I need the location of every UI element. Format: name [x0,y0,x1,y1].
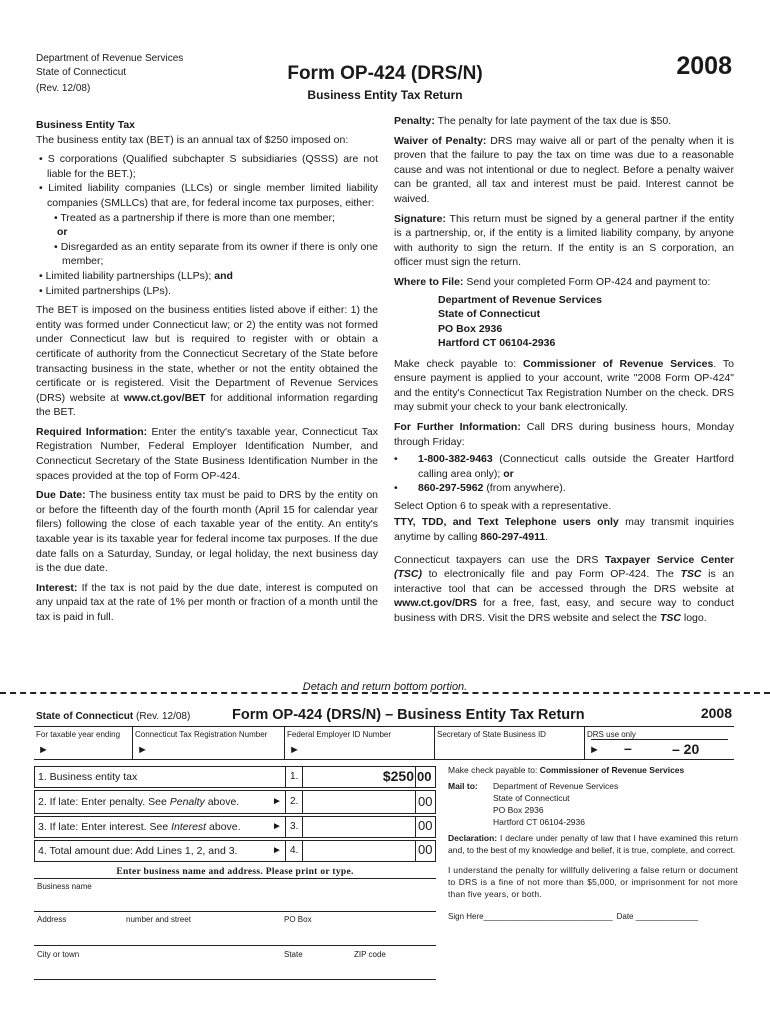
drs-use-label: DRS use only [587,730,636,739]
mail-line: PO Box 2936 [493,805,544,815]
tsc-text: for a free, fast, easy, and secure way to conduct business with DRS. Visit the DRS website and select the [394,597,734,625]
tsc-abbr: TSC [680,568,702,581]
further-info [394,420,734,449]
instructions-left [36,118,378,630]
form-year: 2008 [676,52,732,80]
list-item-and: and [214,269,233,282]
voucher-state-name: State of Connecticut [36,711,134,722]
phone-or: or [503,467,514,480]
pay-to: Make check payable to: Commissioner of Revenue Services [448,765,685,775]
interest-text: If the tax is not paid by the due date, interest is computed on any unpaid tax at the rate of 1% per month or fraction of a month until the tax is paid in full. [36,581,378,623]
line-3-cents: 00 [418,818,433,833]
revision-date: (Rev. 12/08) [36,83,91,94]
false-return-warning: I understand the penalty for willfully delivering a false return or document to DRS is a fine of not more than $5,000, or imprisonment for not more than five years, or both. [448,865,738,899]
where-text: Send your completed Form OP-424 and payment to: [466,275,711,288]
interest-heading: Interest: [36,581,78,594]
voucher-right [448,764,738,923]
list-item: • Limited liability companies (LLCs) or single member limited liability companies (SMLLCs) that are, for federal income tax purposes, either: [39,182,378,209]
agency-name: Department of Revenue Services [36,53,184,64]
zip-label: ZIP code [354,950,386,959]
mail-to: Mail to: Department of Revenue Services State of Connecticut PO Box 2936 Hartford CT 06104-2936 [448,781,619,827]
arrow-icon: ► [289,744,300,756]
line-1-label: 1. Business entity tax [38,771,138,783]
instructions-right [394,114,734,631]
tty-heading: TTY, TDD, and Text Telephone users only [394,516,619,529]
phone-list [394,452,734,496]
tsc-info [394,553,734,626]
address-line: Hartford CT 06104-2936 [438,337,556,350]
bet-text: The BET is imposed on the business entities listed above if either: 1) the entity was formed under Connecticut law; or 2) the entity was not formed under Connecticut law but is required to register with or obtain a certificate of authority from the Connecticut Secretary of the State before transacting business in the state, whether or not the entity obtained the certificate or is registered. Visit the Department of Revenue Services (DRS) website at [36,304,378,404]
address-line: PO Box 2936 [438,322,503,335]
voucher-state [36,710,190,725]
business-name-field[interactable] [34,879,436,911]
address-label: Address [37,915,67,924]
signature [394,212,734,270]
tty-info: TTY, TDD, and Text Telephone users only may transmit inquiries anytime by calling 860-297-4911. [394,516,734,544]
form-subtitle: Business Entity Tax Return [307,88,463,102]
address-field[interactable] [34,912,436,945]
line-1-number: 1. [290,771,299,782]
tty-text: may transmit inquiries anytime by calling [394,516,734,544]
waiver [394,134,734,207]
mail-line: State of Connecticut [493,793,570,803]
drs-year-suffix: – 20 [672,741,700,757]
taxable-year-label: For taxable year ending [36,730,121,739]
fein-label: Federal Employer ID Number [287,730,392,739]
line-3-label: 3. If late: Enter interest. See Interest above. [38,821,241,833]
arrow-icon: ► [137,744,148,756]
line-4-label: 4. Total amount due: Add Lines 1, 2, and 3. [38,845,238,857]
bet-text-end: for additional information regarding the BET. [36,391,379,419]
signature-line [448,911,738,923]
drs-dash: – [624,740,632,756]
line-2-amount-field[interactable] [302,790,303,814]
check-text-end: . To ensure payment is applied to your account, write "2008 Form OP-424" and the entity's Connecticut Tax Registration Number on the check. DRS may submit your check to your bank electronically. [394,357,735,414]
phone-item: • 1-800-382-9463 (Connecticut calls outside the Greater Hartford calling area only); or [394,453,734,480]
city-state-zip-field[interactable] [34,946,436,979]
city-label: City or town [37,950,80,959]
phone-number: 1-800-382-9463 [418,453,493,466]
line-4-number: 4. [290,845,299,856]
line-3-amount-field[interactable] [302,816,303,838]
list-item: • Disregarded as an entity separate from its owner if there is only one member; [54,240,378,268]
tsc-abbr: TSC [659,612,681,625]
sign-here-field[interactable]: Sign Here_____________________________ [448,912,613,921]
arrow-icon: ► [38,744,49,756]
due-text: The business entity tax must be paid to DRS by the entity on or before the fifteenth day of the fourth month (April 15 for calendar year filers) following the close of each taxable year of the entity. An entity's taxable year is its taxable year for federal income tax purposes. If the due date falls on a Saturday, Sunday, or legal holiday, the next business day is the due date. [36,489,378,575]
penalty-heading: Penalty: [394,115,435,127]
tsc-name: Taxpayer Service Center [604,553,735,566]
voucher-rev: (Rev. 12/08) [136,711,191,722]
required-text: Enter the entity's taxable year, Connecticut Tax Registration Number, Federal Employer Identification Number, and Connecticut Secretary of the State Business Identification Number in the spaces provided at the top of Form OP-424. [36,425,378,482]
entity-list [36,152,378,298]
info-heading: For Further Information: [394,420,521,433]
line-2-cents: 00 [418,794,433,809]
phone-note: (from anywhere). [486,482,566,495]
address-line: State of Connecticut [438,308,541,321]
required-heading: Required Information: [36,425,148,438]
signature-text: This return must be signed by a general partner if the entity is a partnership, or, if the entity is a limited liability company, by anyone with authority to sign the return. If the entity is an S corporation, an officer must sign the return. [394,212,734,269]
bet-url-link[interactable]: www.ct.gov/BET [123,391,206,404]
address-line: Department of Revenue Services [438,293,602,306]
where-to-file [394,275,734,290]
list-item: • Limited partnerships (LPs). [39,284,172,297]
po-box-label: PO Box [284,915,312,924]
where-heading: Where to File: [394,275,464,288]
list-item: • Treated as a partnership if there is more than one member; [54,211,335,224]
line-4-amount-field[interactable] [302,840,303,862]
arrow-icon: ► [272,845,282,856]
due-date [36,488,378,576]
penalty [394,114,734,129]
due-heading: Due Date: [36,489,86,502]
name-address-block [34,878,436,990]
tsc-text: is an interactive tool that can be accessed through the DRS website at [394,568,735,595]
mail-line: Department of Revenue Services [493,781,619,791]
bet-heading: Business Entity Tax [36,119,136,131]
tsc-text: Connecticut taxpayers can use the DRS [394,553,599,566]
tsc-text: to electronically file and pay Form OP-424. The [428,568,674,581]
sos-id-label: Secretary of State Business ID [437,730,546,739]
street-label: number and street [126,915,191,924]
list-item [36,269,378,284]
bet-paragraph [36,303,378,420]
line-2-label: 2. If late: Enter penalty. See Penalty above. [38,796,240,808]
check-payee: Commissioner of Revenue Services [522,357,714,370]
arrow-icon: ► [272,796,282,807]
option-six: Select Option 6 to speak with a representative. [394,499,612,512]
arrow-icon: ► [589,744,600,756]
line-items [34,766,436,864]
detach-label: Detach and return bottom portion. [302,681,468,693]
phone-item: • 860-297-5962 (from anywhere). [394,482,566,495]
interest [36,581,378,625]
bet-intro: The business entity tax (BET) is an annual tax of $250 imposed on: [36,133,349,146]
form-title: Form OP-424 (DRS/N) [287,63,483,84]
penalty-text: The penalty for late payment of the tax due is $50. [437,115,672,127]
date-field[interactable]: Date ______________ [616,912,699,921]
required-info [36,425,378,483]
mailing-address [394,293,734,351]
check-text: Make check payable to: [394,357,517,370]
list-item-or: or [57,226,68,239]
tsc-abbr: (TSC) [394,568,422,581]
phone-note: (Connecticut calls outside the Greater Hartford calling area only); [418,453,734,480]
state-label: State [284,950,303,959]
voucher-year: 2008 [700,705,732,721]
business-name-label: Business name [37,882,92,891]
mail-line: Hartford CT 06104-2936 [493,817,585,827]
list-item: • S corporations (Qualified subchapter S subsidiaries (QSSS) are not liable for the BET.); [39,153,378,180]
cut-line [0,692,770,694]
agency-state: State of Connecticut [36,67,127,78]
tsc-text-end: logo. [683,612,707,625]
list-item-text: • Limited liability partnerships (LLPs); [39,269,212,282]
check-payable [394,357,734,415]
arrow-icon: ► [272,821,282,832]
waiver-heading: Waiver of Penalty: [394,134,487,147]
line-1-cents: 00 [417,769,432,784]
voucher-title: Form OP-424 (DRS/N) – Business Entity Tax Return [232,707,585,723]
drs-url-link[interactable]: www.ct.gov/DRS [394,597,478,610]
declaration: Declaration: I declare under penalty of law that I have examined this return and, to the best of my knowledge and belief, it is true, complete, and correct. [448,833,738,855]
info-text: Call DRS during business hours, Monday through Friday: [394,420,735,448]
signature-heading: Signature: [394,212,446,225]
id-row [34,726,734,760]
ct-tax-reg-label: Connecticut Tax Registration Number [135,730,268,739]
name-address-prompt: Enter business name and address. Please print or type. [116,867,354,877]
phone-number: 860-297-5962 [418,482,484,495]
tty-phone: 860-297-4911 [480,531,546,544]
line-3-number: 3. [290,821,299,832]
line-2-number: 2. [290,796,299,807]
line-1-amount[interactable]: $250 [382,768,414,784]
waiver-text: DRS may waive all or part of the penalty when it is proven that the failure to pay the tax on time was due to a reasonable cause and was not intentional or due to neglect. Before a penalty waiver can be granted, all tax and interest must be paid. Interest cannot be waived. [394,134,735,205]
line-4-cents: 00 [418,842,433,857]
